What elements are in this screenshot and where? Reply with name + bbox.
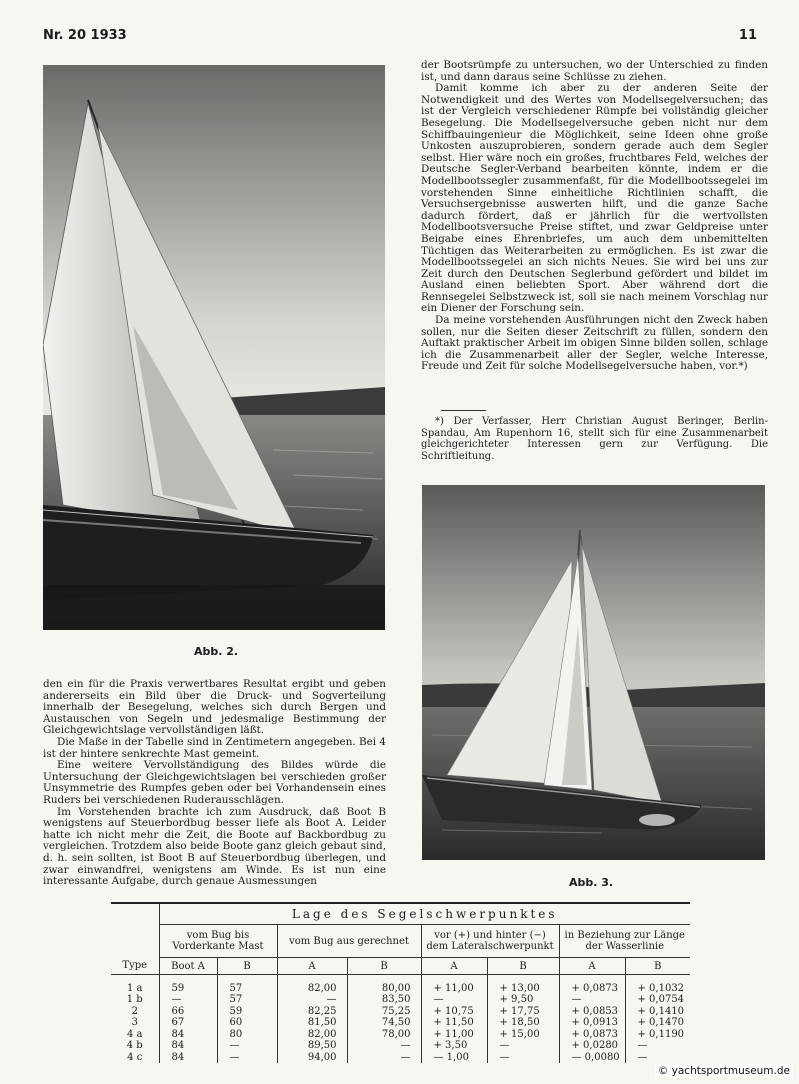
watermark: © yachtsportmuseum.de [655, 1064, 793, 1078]
table-cell: — [277, 994, 347, 1006]
table-cell: + 0,1410 [625, 1006, 690, 1018]
issue-label: Nr. 20 1933 [43, 28, 127, 43]
table-cell: 80 [217, 1029, 277, 1041]
paragraph: Eine weitere Vervollständigung des Bildes würde die Untersuchung der Gleichgewichtslagen bei verschieden großer Unsymmetrie des Rumpfes geben oder bei Vorhandensein eines Ruders bei verschiedenen Ruderausschlägen. [43, 759, 386, 806]
table-type-cell: 4 c [127, 1051, 143, 1063]
table-row [111, 1017, 690, 1029]
table-body [111, 975, 690, 1064]
right-column-text [421, 60, 768, 373]
table-sub-header: B [217, 958, 277, 975]
table-cell: + 0,0853 [559, 1006, 625, 1018]
table-cell: 74,50 [347, 1017, 421, 1029]
photo-sailboat-closeup [43, 65, 385, 630]
table-sub-header: Boot A [159, 958, 217, 975]
table-cell: + 10,75 [421, 1006, 487, 1018]
table-cell: — 0,0080 [559, 1052, 625, 1064]
table-cell: 82,00 [277, 1029, 347, 1041]
table-cell: + 3,50 [421, 1040, 487, 1052]
table-group-header: vom Bug aus gerechnet [277, 925, 421, 958]
table-cell: + 0,0280 [559, 1040, 625, 1052]
table-cell: 81,50 [277, 1017, 347, 1029]
table-type-header: Type [111, 958, 159, 975]
paragraph: den ein für die Praxis verwertbares Resultat ergibt und geben andererseits ein Bild über die Druck- und Sogverteilung innerhalb der Besegelung, welches sich durch Bergen und Austauschen von Segeln und jedesmalige Bestimmung der Gleichgewichtslage vervollständigen läßt. [43, 678, 386, 737]
table-cell: — [421, 994, 487, 1006]
table-cell: 60 [217, 1017, 277, 1029]
paragraph: Im Vorstehenden brachte ich zum Ausdruck, daß Boot B wenigstens auf Steuerbordbug besser liefe als Boot A. Leider hatte ich nicht mehr die Zeit, die Boote auf Backbordbug zu vergleichen. Trotzdem also beide Boote ganz gleich gebaut sind, d. h. sein sollten, ist Boot B auf Steuerbordbug überlegen, und zwar einwandfrei, wenigstens am Winde. Es ist nun eine interessante Aufgabe, durch genaue Ausmessungen [43, 805, 386, 888]
table-cell: 94,00 [277, 1052, 347, 1064]
table-cell: + 11,50 [421, 1017, 487, 1029]
table-cell: + 18,50 [487, 1017, 559, 1029]
table-cell: — [217, 1052, 277, 1064]
table-cell: + 0,0873 [559, 975, 625, 995]
table-sub-header: A [559, 958, 625, 975]
table-cell: + 11,00 [421, 1029, 487, 1041]
table-cell: — [625, 1052, 690, 1064]
table-cell: + 0,1032 [625, 975, 690, 995]
table-cell: — [559, 994, 625, 1006]
figure-caption-abb2: Abb. 2. [194, 645, 239, 658]
table-cell: — [347, 1040, 421, 1052]
table-cell: 89,50 [277, 1040, 347, 1052]
table-type-cell: 3 [131, 1017, 138, 1029]
table-sub-header: B [487, 958, 559, 975]
table-cell: 59 [159, 975, 217, 995]
table-cell: + 0,1190 [625, 1029, 690, 1041]
table-row [111, 1006, 690, 1018]
table-cell: + 0,0873 [559, 1029, 625, 1041]
table-cell: 84 [159, 1052, 217, 1064]
table-cell: — 1,00 [421, 1052, 487, 1064]
table-sub-header: B [347, 958, 421, 975]
paragraph: der Bootsrümpfe zu untersuchen, wo der Unterschied zu finden ist, und dann daraus seine Schlüsse zu ziehen. [421, 59, 768, 83]
table-cell: + 15,00 [487, 1029, 559, 1041]
table-cell: 84 [159, 1029, 217, 1041]
table-group-header: vom Bug bis Vorderkante Mast [159, 925, 277, 958]
paragraph: Die Maße in der Tabelle sind in Zentimetern angegeben. Bei 4 ist der hintere senkrechte Mast gemeint. [43, 735, 387, 760]
table-cell: 59 [217, 1006, 277, 1018]
table-type-cell: 4 a [126, 1028, 143, 1040]
table-cell: + 11,00 [421, 975, 487, 995]
table-cell: 78,00 [347, 1029, 421, 1041]
table-row [111, 1052, 690, 1064]
table-cell: 80,00 [347, 975, 421, 995]
sail-centroid-table [111, 902, 690, 1063]
table-sub-header: A [421, 958, 487, 975]
paragraph: Damit komme ich aber zu der anderen Seite der Notwendigkeit und des Wertes von Modellsegelversuchen; das ist der Vergleich verschiedener Rümpfe bei vollständig gleicher Besegelung. Die Modellsegelversuche geben nicht nur dem Schiffbauingenieur die Möglichkeit, seine Ideen ohne große Unkosten auszuprobieren, sondern gerade auch dem Segler selbst. Hier wäre noch ein großes, fruchtbares Feld, welches der Deutsche Segler-Verband bearbeiten könnte, indem er die Modellbootssegler zusammenfaßt, für die Modellbootssegelei im vorstehenden Sinne einheitliche Richtlinien schafft, die Versuchsergebnisse auswerten hilft, und die ganze Sache dadurch fördert, daß er jährlich für die wertvollsten Modellbootsversuche Preise stiftet, und zwar Geldpreise unter Beigabe eines Ehrenbriefes, um auch dem unbemittelten Tüchtigen das Weiterarbeiten zu ermöglichen. Es ist zwar die Modellbootssegelei an sich nichts Neues. Sie wird bei uns zur Zeit durch den Deutschen Seglerbund gefördert und bildet im Ausland einen beliebten Sport. Aber während dort die Rennsegelei Selbstzweck ist, soll sie nach meinem Vorschlag nur ein Diener der Forschung sein. [421, 82, 768, 315]
table-sub-header: B [625, 958, 690, 975]
table-cell: — [217, 1040, 277, 1052]
table-type-cell: 4 b [126, 1040, 143, 1052]
table-type-cell: 1 a [126, 983, 143, 994]
table-type-cell: 2 [131, 1005, 138, 1017]
table-cell: + 13,00 [487, 975, 559, 995]
page-number: 11 [738, 28, 757, 43]
table-cell: 82,25 [277, 1006, 347, 1018]
table-cell: 84 [159, 1040, 217, 1052]
table-cell: 83,50 [347, 994, 421, 1006]
table-cell: 67 [159, 1017, 217, 1029]
table-cell: 82,00 [277, 975, 347, 995]
footnote-rule [441, 410, 486, 411]
table-cell: 57 [217, 994, 277, 1006]
table-row [111, 1029, 690, 1041]
table-cell: + 0,0913 [559, 1017, 625, 1029]
table-row [111, 1040, 690, 1052]
table-cell: + 0,0754 [625, 994, 690, 1006]
table-cell: — [159, 994, 217, 1006]
table-row [111, 975, 690, 995]
table-cell: 66 [159, 1006, 217, 1018]
table-group-header: in Beziehung zur Länge der Wasserlinie [559, 925, 690, 958]
table-cell: — [487, 1040, 559, 1052]
left-column-text [43, 679, 386, 888]
table-type-cell: 1 b [126, 994, 143, 1006]
table-cell: 75,25 [347, 1006, 421, 1018]
table-row [111, 994, 690, 1006]
table-sub-header: A [277, 958, 347, 975]
table-cell: + 9,50 [487, 994, 559, 1006]
table-cell: + 0,1470 [625, 1017, 690, 1029]
footnote: *) Der Verfasser, Herr Christian August Beringer, Berlin-Spandau, Am Rupenhorn 16, stellt sich für eine Zusammenarbeit gleichgerichteter Interessen gern zur Verfügung. Die Schriftleitung. [421, 416, 768, 462]
table-title: Lage des Segelschwerpunktes [159, 903, 690, 925]
table-cell: — [347, 1052, 421, 1064]
table-cell: — [625, 1040, 690, 1052]
photo-sailboat-distance [422, 485, 765, 860]
table-group-header: vor (+) und hinter (−) dem Lateralschwerpunkt [421, 925, 559, 958]
table-cell: + 17,75 [487, 1006, 559, 1018]
table-cell: 57 [217, 975, 277, 995]
figure-caption-abb3: Abb. 3. [569, 876, 614, 889]
paragraph: Da meine vorstehenden Ausführungen nicht den Zweck haben sollen, nur die Seiten dieser Zeitschrift zu füllen, sondern den Auftakt praktischer Arbeit im obigen Sinne bilden sollen, schlage ich die Zusammenarbeit aller der Segler, welche Interesse, Freude und Zeit für solche Modellsegelversuche haben, vor.*) [421, 314, 768, 373]
table-cell: — [487, 1052, 559, 1064]
